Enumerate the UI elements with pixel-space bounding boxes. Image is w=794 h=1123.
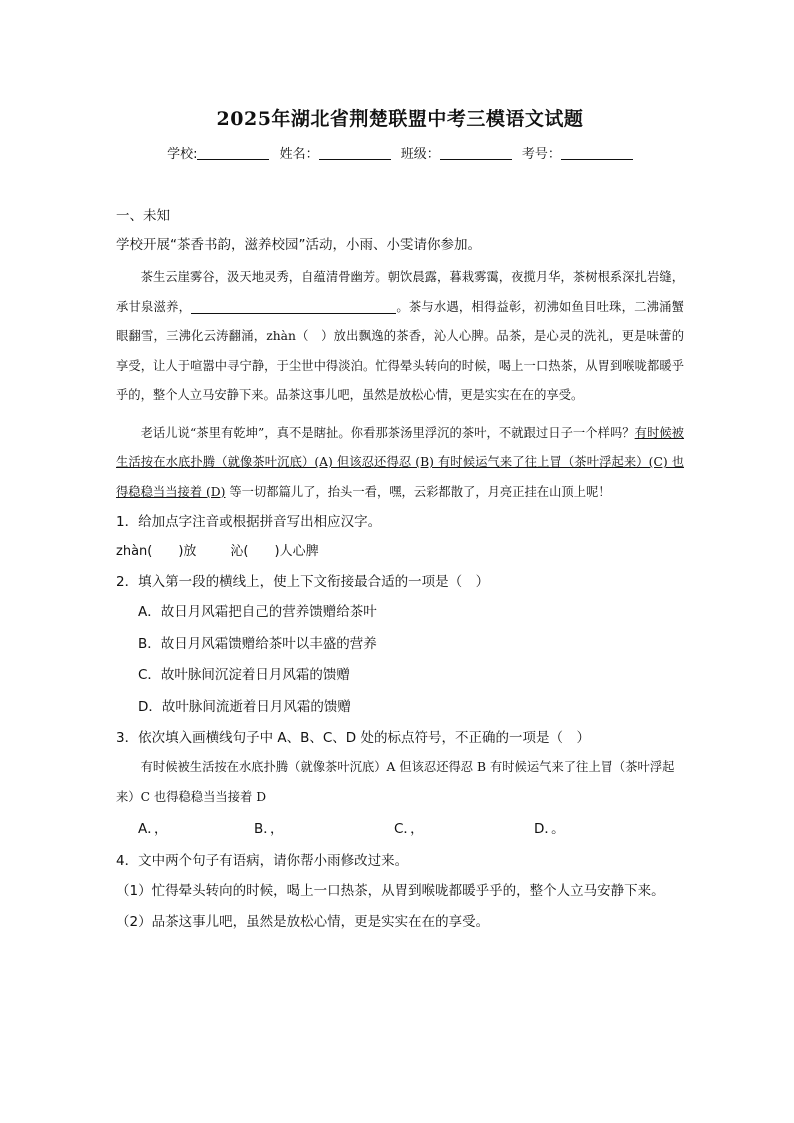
passage-p2-part-b: 等一切都篇儿了，抬头一看，嘿，云彩都散了，月亮正挂在山顶上呢！ (229, 484, 611, 499)
school-field (167, 147, 269, 162)
name-blank (319, 147, 391, 160)
section-intro: 学校开展“茶香书韵，滋养校园”活动，小雨、小雯请你参加。 (116, 237, 481, 253)
passage-p2-part-a: 老话儿说“茶里有乾坤”，真不是瞎扯。你看那茶汤里浮沉的茶叶，不就跟过日子一个样吗？ (140, 425, 635, 440)
exam-no-label: 考号： (521, 147, 561, 162)
exam-title: 2025年湖北省荆楚联盟中考三模语文试题 (216, 108, 584, 130)
q4-item-2: （2）品茶这事儿吧，虽然是放松心情，更是实实在在的享受。 (116, 914, 490, 930)
name-field (280, 147, 391, 162)
q1-item1-close: )放 (178, 544, 197, 559)
section-heading: 一、未知 (116, 208, 170, 224)
class-field (401, 147, 512, 162)
exam-no-field (522, 147, 633, 162)
school-blank (197, 147, 269, 160)
q2-option-b: B．故日月风霜馈赠给茶叶以丰盛的营养 (138, 635, 377, 652)
q3-quoted-sentence: 有时候被生活按在水底扑腾（就像茶叶沉底）A 但该忍还得忍 B 有时候运气来了往上冒（茶叶浮起来）C 也得稳稳当当接着 D (116, 760, 675, 804)
passage-p1-part-b: 。茶与水遇，相得益彰，初沸如鱼目吐珠，二沸涌蟹眼翻雪，三沸化云涛翻涌，zhàn（ ）放出飘逸的茶香，沁人心脾。品茶，是心灵的洗礼，更是味蕾的享受，让人于喧嚣中寻宁静，于尘世中得淡泊。忙得晕头转向的时候，喝上一口热茶，从胃到喉咙都暖乎乎的，整个人立马安静下来。品茶这事儿吧，虽然是放松心情，更是实实在在的享受。 (116, 299, 684, 402)
question-2-stem: 2．填入第一段的横线上，使上下文衔接最合适的一项是（ ） (116, 574, 490, 590)
q3-option-d: D．。 (534, 821, 565, 837)
passage-paragraph-2 (116, 419, 684, 508)
q3-option-b: B．， (254, 821, 284, 837)
exam-no-blank (561, 147, 633, 160)
q3-option-a: A．， (138, 821, 168, 837)
question-3-stem: 3．依次填入画横线句子中 A、B、C、D 处的标点符号，不正确的一项是（ ） (116, 730, 590, 746)
q4-item-1: （1）忙得晕头转向的时候，喝上一口热茶，从胃到喉咙都暖乎乎的，整个人立马安静下来。 (116, 883, 665, 899)
q2-option-d: D．故叶脉间流逝着日月风霜的馈赠 (138, 698, 351, 715)
class-blank (440, 147, 512, 160)
q2-option-a: A．故日月风霜把自己的营养馈赠给茶叶 (138, 604, 377, 620)
underlined-sentence: 有时候被生活按在水底扑腾（就像茶叶沉底）(A) 但该忍还得忍 (B) 有时候运气来了往上冒（茶叶浮起来）(C) 也得稳稳当当接着 (D) (116, 425, 684, 499)
passage-paragraph-1 (116, 263, 684, 411)
question-1-stem: 1．给加点字注音或根据拼音写出相应汉字。 (116, 514, 382, 530)
q2-option-c: C．故叶脉间沉淀着日月风霜的馈赠 (138, 667, 350, 683)
q1-item2-close: )人心脾 (274, 544, 319, 559)
question-1-items (116, 537, 684, 567)
student-info-row (116, 143, 684, 162)
name-label: 姓名： (279, 147, 319, 162)
question-4-stem: 4．文中两个句子有语病，请你帮小雨修改过来。 (116, 853, 409, 869)
passage-p1-part-a: 茶生云崖雾谷，汲天地灵秀，自蕴清骨幽芳。朝饮晨露，暮栽雾霭，夜揽月华，茶树根系深扎岩缝，承甘泉滋养， (116, 270, 684, 314)
fill-in-blank (191, 300, 396, 314)
school-label: 学校: (167, 147, 198, 162)
class-label: 班级： (400, 147, 440, 162)
q3-options (116, 812, 684, 846)
q3-option-c: C．， (394, 821, 424, 837)
q1-item1-pinyin: zhàn( (116, 544, 153, 559)
q1-item2-char: 沁( (230, 544, 249, 559)
